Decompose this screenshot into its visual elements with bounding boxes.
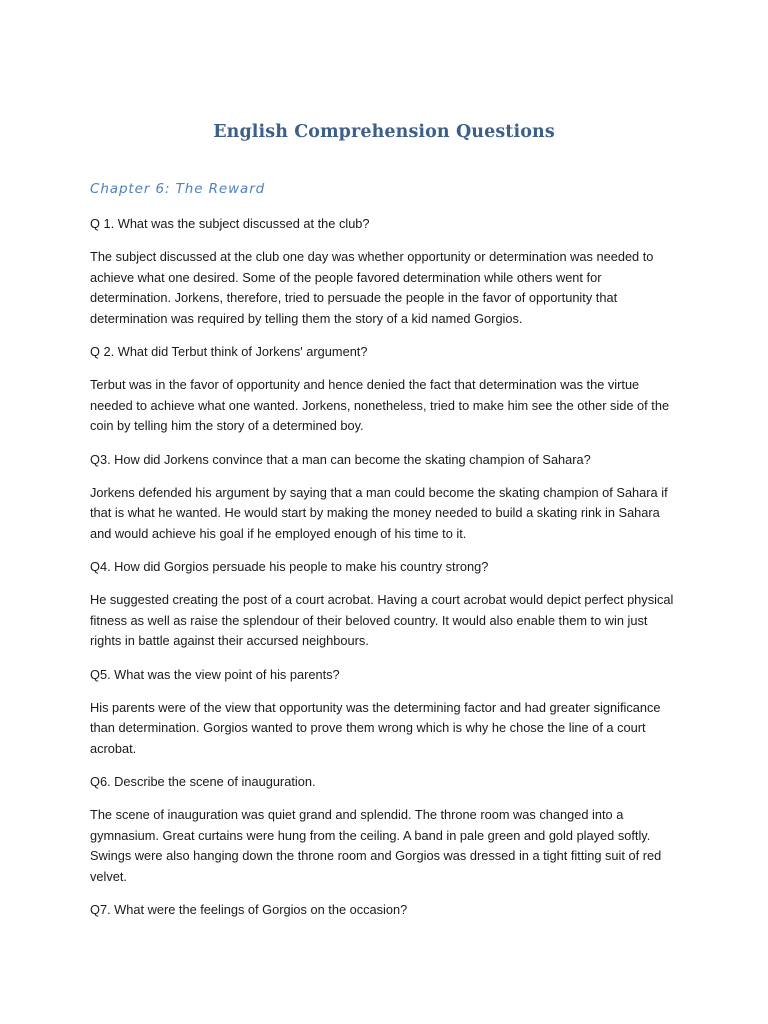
answer-line: needed to achieve what one wanted. Jorkens, nonetheless, tried to make him see the other side of the bbox=[90, 397, 670, 413]
answer-line: gymnasium. Great curtains were hung from the ceiling. A band in pale green and gold played softly. bbox=[90, 827, 651, 843]
answer-line: The scene of inauguration was quiet grand and splendid. The throne room was changed into a bbox=[90, 807, 624, 822]
answer-line: and would achieve his goal if he employed enough of his time to it. bbox=[90, 525, 467, 541]
answer-line: fitness as well as raise the splendour of their beloved country. It would also enable them to win just bbox=[90, 612, 648, 628]
question-text: Q 2. What did Terbut think of Jorkens' argument? bbox=[90, 344, 368, 359]
answer-line: The subject discussed at the club one day was whether opportunity or determination was needed to bbox=[90, 249, 654, 264]
question-text: Q7. What were the feelings of Gorgios on the occasion? bbox=[90, 902, 408, 917]
answer-line: Jorkens defended his argument by saying that a man could become the skating champion of Sahara if bbox=[90, 484, 668, 500]
answer-line: determination was required by telling them the story of a kid named Gorgios. bbox=[90, 310, 523, 326]
answer-line: rights in battle against their accursed neighbours. bbox=[90, 633, 369, 648]
question-text: Q3. How did Jorkens convince that a man can become the skating champion of Sahara? bbox=[90, 451, 591, 467]
qa-list bbox=[90, 214, 680, 933]
answer-paragraph bbox=[90, 483, 680, 545]
document-title: English Comprehension Questions bbox=[213, 122, 555, 142]
answer-line: He suggested creating the post of a court acrobat. Having a court acrobat would depict perfect physical bbox=[90, 592, 674, 607]
answer-line: Swings were also hanging down the throne room and Gorgios was dressed in a tight fitting suit of red bbox=[90, 848, 662, 863]
answer-paragraph bbox=[90, 805, 680, 887]
answer-line: acrobat. bbox=[90, 740, 137, 756]
answer-paragraph bbox=[90, 590, 680, 652]
answer-paragraph bbox=[90, 247, 680, 329]
answer-paragraph bbox=[90, 375, 680, 437]
question-text: Q5. What was the view point of his parents? bbox=[90, 666, 340, 682]
answer-line: than determination. Gorgios wanted to prove them wrong which is why he chose the line of a court bbox=[90, 720, 646, 735]
answer-line: His parents were of the view that opportunity was the determining factor and had greater significance bbox=[90, 699, 661, 715]
answer-line: velvet. bbox=[90, 868, 127, 884]
answer-line: achieve what one desired. Some of the people favored determination while others went for bbox=[90, 269, 602, 285]
question-text: Q4. How did Gorgios persuade his people to make his country strong? bbox=[90, 559, 489, 574]
question-text: Q6. Describe the scene of inauguration. bbox=[90, 774, 316, 789]
answer-line: coin by telling him the story of a determined boy. bbox=[90, 418, 364, 433]
answer-paragraph bbox=[90, 698, 680, 760]
chapter-heading: Chapter 6: The Reward bbox=[90, 181, 266, 197]
answer-line: that is what he wanted. He would start by making the money needed to build a skating rink in Sahara bbox=[90, 505, 660, 520]
question-text: Q 1. What was the subject discussed at the club? bbox=[90, 216, 370, 231]
answer-line: determination. Jorkens, therefore, tried to persuade the people in the favor of opportunity that bbox=[90, 290, 618, 305]
answer-line: Terbut was in the favor of opportunity and hence denied the fact that determination was the virtue bbox=[90, 377, 640, 392]
